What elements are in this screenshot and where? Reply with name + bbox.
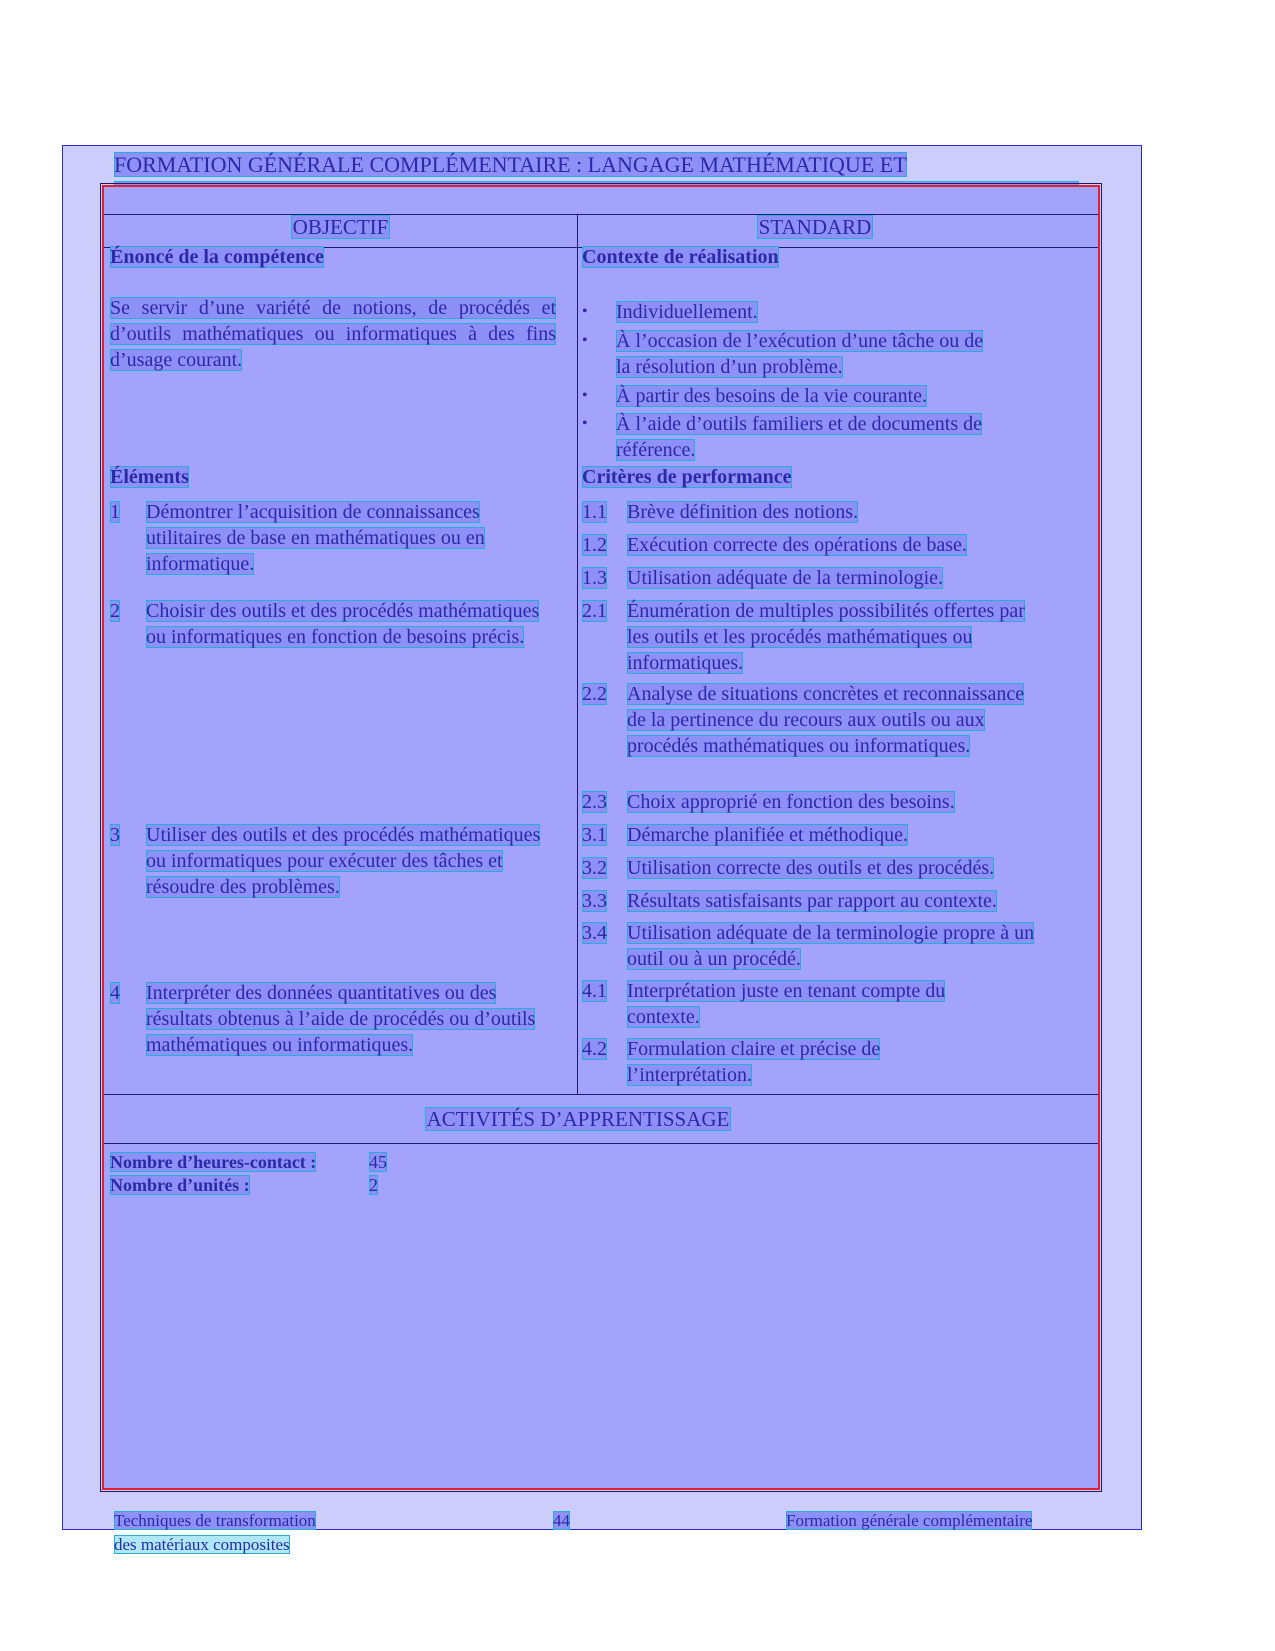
contexte-item: À l’occasion de l’exécution d’une tâche ou de la résolution d’un problème. [616, 330, 984, 378]
units-value: 2 [369, 1175, 378, 1195]
critere-number: 3.3 [582, 890, 607, 912]
footer-left-line2: des matériaux composites [114, 1535, 290, 1554]
header-standard: STANDARD [758, 215, 872, 239]
critere-text: Interprétation juste en tenant compte du contexte. [627, 980, 946, 1028]
critere-text: Formulation claire et précise de l’interprétation. [627, 1038, 881, 1086]
critere-number: 2.2 [582, 683, 607, 705]
column-divider [577, 214, 578, 1094]
contact-hours-value: 45 [369, 1152, 387, 1172]
element-text: Choisir des outils et des procédés mathématiques ou informatiques en fonction de besoins précis. [146, 600, 540, 648]
activities-top-rule [104, 1094, 1098, 1095]
critere-text: Exécution correcte des opérations de base. [627, 534, 967, 556]
bullet-icon: • [582, 332, 588, 349]
critere-text: Utilisation adéquate de la terminologie propre à un outil ou à un procédé. [627, 922, 1035, 970]
critere-number: 2.3 [582, 791, 607, 813]
criteres-label: Critères de performance [582, 466, 792, 488]
activities-bottom-rule [104, 1143, 1098, 1144]
bullet-icon: • [582, 387, 588, 404]
element-text: Démontrer l’acquisition de connaissances utilitaires de base en mathématiques ou en informatique. [146, 501, 485, 575]
critere-number: 4.2 [582, 1038, 607, 1060]
critere-number: 3.2 [582, 857, 607, 879]
critere-text: Utilisation adéquate de la terminologie. [627, 567, 944, 589]
element-number: 2 [110, 600, 120, 622]
critere-number: 3.4 [582, 922, 607, 944]
footer-left-line1: Techniques de transformation [114, 1511, 316, 1530]
competence-text: Se servir d’une variété de notions, de procédés et d’outils mathématiques ou informatiques à des fins d’usage courant. [110, 297, 556, 371]
critere-text: Énumération de multiples possibilités offertes par les outils et les procédés mathématiques ou informatiques. [627, 600, 1025, 674]
activities-header: ACTIVITÉS D’APPRENTISSAGE [426, 1107, 730, 1131]
critere-number: 1.1 [582, 501, 607, 523]
footer-right: Formation générale complémentaire [786, 1511, 1033, 1530]
contexte-item: Individuellement. [616, 301, 758, 323]
critere-number: 3.1 [582, 824, 607, 846]
competence-table [102, 185, 1100, 1490]
critere-text: Résultats satisfaisants par rapport au contexte. [627, 890, 997, 912]
bullet-icon: • [582, 415, 588, 432]
units-label: Nombre d’unités : [110, 1175, 250, 1195]
contact-hours-label: Nombre d’heures-contact : [110, 1152, 317, 1172]
contexte-label: Contexte de réalisation [582, 246, 779, 268]
element-number: 3 [110, 824, 120, 846]
element-text: Utiliser des outils et des procédés mathématiques ou informatiques pour exécuter des tâches et résoudre des problèmes. [146, 824, 541, 898]
header-objectif: OBJECTIF [292, 215, 389, 239]
page-title-line1: FORMATION GÉNÉRALE COMPLÉMENTAIRE : LANGAGE MATHÉMATIQUE ET [114, 152, 907, 177]
critere-text: Démarche planifiée et méthodique. [627, 824, 908, 846]
critere-number: 4.1 [582, 980, 607, 1002]
critere-text: Choix approprié en fonction des besoins. [627, 791, 955, 813]
page-number: 44 [553, 1511, 570, 1530]
contexte-item: À l’aide d’outils familiers et de documents de référence. [616, 413, 983, 461]
contexte-item: À partir des besoins de la vie courante. [616, 385, 928, 407]
elements-label: Éléments [110, 466, 189, 488]
critere-number: 2.1 [582, 600, 607, 622]
critere-text: Utilisation correcte des outils et des procédés. [627, 857, 995, 879]
critere-text: Analyse de situations concrètes et reconnaissance de la pertinence du recours aux outils ou aux procédés mathématiques ou informatiques. [627, 683, 1025, 757]
competence-label: Énoncé de la compétence [110, 246, 324, 268]
bullet-icon: • [582, 303, 588, 320]
element-number: 4 [110, 982, 120, 1004]
critere-number: 1.3 [582, 567, 607, 589]
element-text: Interpréter des données quantitatives ou des résultats obtenus à l’aide de procédés ou d’outils mathématiques ou informatiques. [146, 982, 536, 1056]
element-number: 1 [110, 501, 120, 523]
critere-number: 1.2 [582, 534, 607, 556]
critere-text: Brève définition des notions. [627, 501, 859, 523]
